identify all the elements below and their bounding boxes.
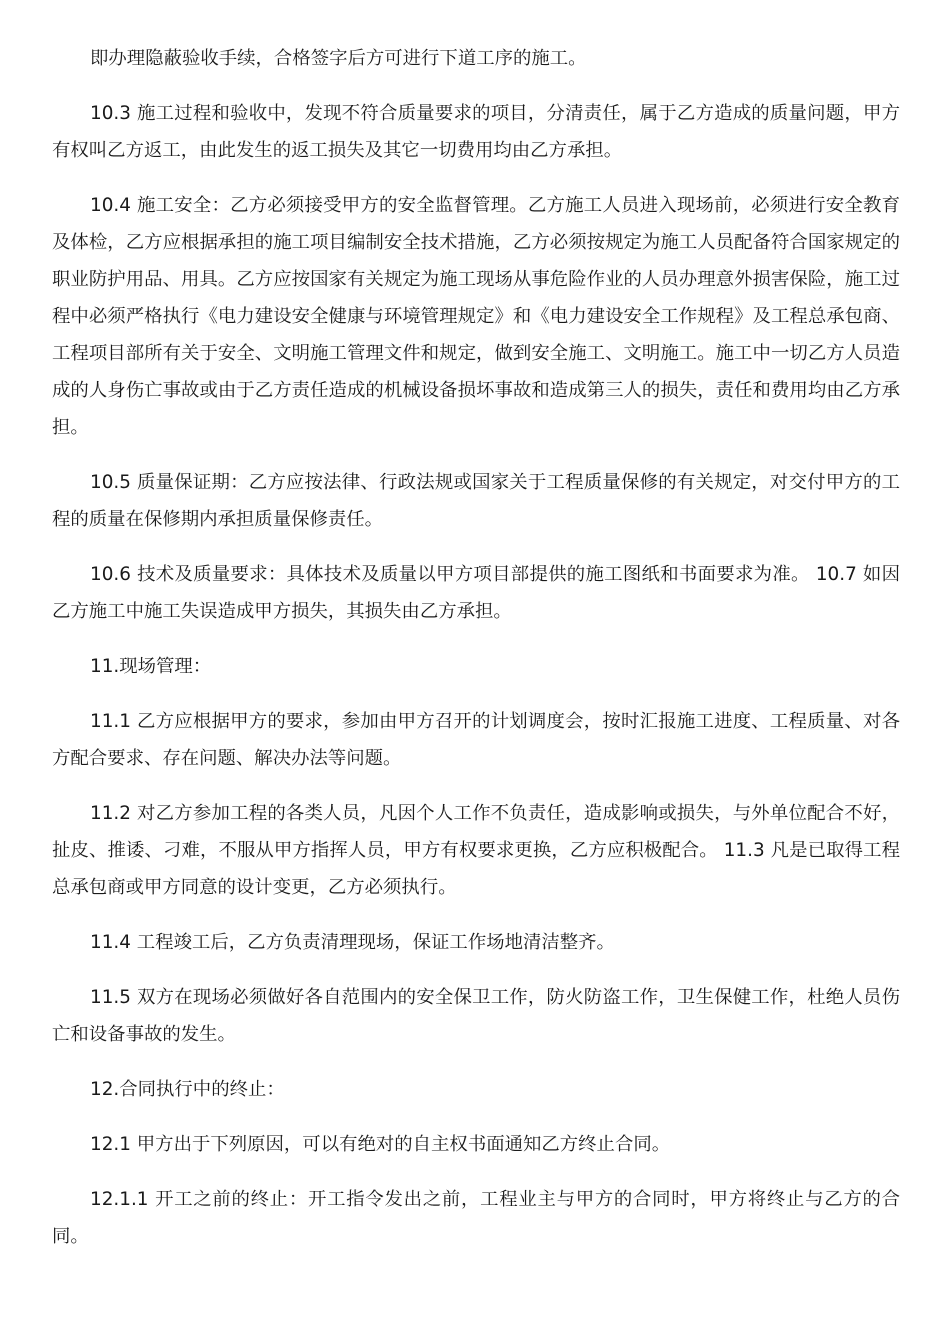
paragraph-11-4: 11.4 工程竣工后，乙方负责清理现场，保证工作场地清洁整齐。 [90,932,615,953]
paragraph-11-2: 11.2 对乙方参加工程的各类人员，凡因个人工作不负责任，造成影响或损失，与外单位配合不好，扯皮、推诿、刁难，不服从甲方指挥人员，甲方有权要求更换，乙方应积极配合。 11.3 凡是已取得工程总承包商或甲方同意的设计变更，乙方必须执行。 [52,803,900,898]
paragraph-11-5: 11.5 双方在现场必须做好各自范围内的安全保卫工作，防火防盗工作，卫生保健工作，杜绝人员伤亡和设备事故的发生。 [52,987,900,1045]
paragraph-12-1: 12.1 甲方出于下列原因，可以有绝对的自主权书面通知乙方终止合同。 [90,1134,671,1155]
document-page [52,40,900,1273]
paragraph-10-6: 10.6 技术及质量要求：具体技术及质量以甲方项目部提供的施工图纸和书面要求为准。 10.7 如因乙方施工中施工失误造成甲方损失，其损失由乙方承担。 [52,564,900,622]
paragraph-10-4: 10.4 施工安全：乙方必须接受甲方的安全监督管理。乙方施工人员进入现场前，必须进行安全教育及体检，乙方应根据承担的施工项目编制安全技术措施，乙方必须按规定为施工人员配备符合国家规定的职业防护用品、用具。乙方应按国家有关规定为施工现场从事危险作业的人员办理意外损害保险，施工过程中必须严格执行《电力建设安全健康与环境管理规定》和《电力建设安全工作规程》及工程总承包商、工程项目部所有关于安全、文明施工管理文件和规定，做到安全施工、文明施工。施工中一切乙方人员造成的人身伤亡事故或由于乙方责任造成的机械设备损坏事故和造成第三人的损失，责任和费用均由乙方承担。 [52,195,900,438]
paragraph-12-1-1: 12.1.1 开工之前的终止：开工指令发出之前，工程业主与甲方的合同时，甲方将终止与乙方的合同。 [52,1189,900,1247]
paragraph-11-1: 11.1 乙方应根据甲方的要求，参加由甲方召开的计划调度会，按时汇报施工进度、工程质量、对各方配合要求、存在问题、解决办法等问题。 [52,711,900,769]
paragraph-10-5: 10.5 质量保证期：乙方应按法律、行政法规或国家关于工程质量保修的有关规定，对交付甲方的工程的质量在保修期内承担质量保修责任。 [52,472,900,530]
paragraph-hidden-acceptance: 即办理隐蔽验收手续，合格签字后方可进行下道工序的施工。 [90,48,587,69]
paragraph-10-3: 10.3 施工过程和验收中，发现不符合质量要求的项目，分清责任，属于乙方造成的质量问题，甲方有权叫乙方返工，由此发生的返工损失及其它一切费用均由乙方承担。 [52,103,900,161]
heading-12: 12.合同执行中的终止： [90,1079,285,1100]
heading-11: 11.现场管理： [90,656,212,677]
